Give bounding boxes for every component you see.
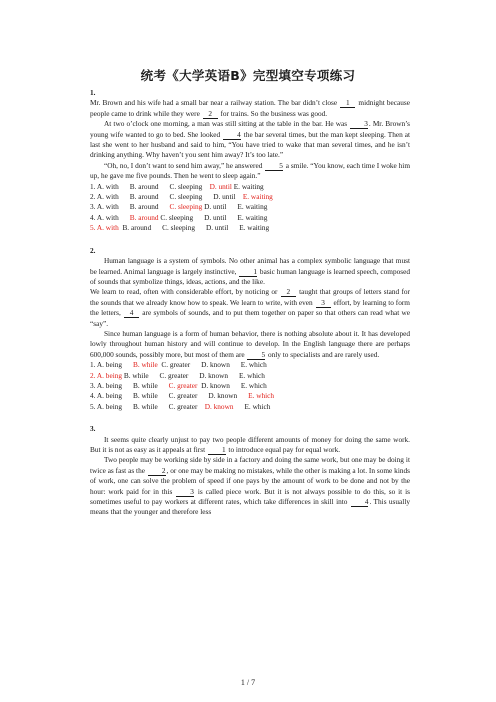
answer-blank: 3 xyxy=(316,299,331,308)
page-number: 1 / 7 xyxy=(240,678,256,687)
passage-number: 2. xyxy=(90,245,96,255)
option-row: 2. A. being B. while C. greater D. known E. which xyxy=(90,370,265,380)
option-row: 5. A. with B. around C. sleeping D. until E. waiting xyxy=(90,223,270,233)
option-row: 4. A. being B. while C. greater D. known E. which xyxy=(90,391,275,401)
passage-paragraph: Human language is a system of symbols. No other animal has a complex symbolic language that must be learned. Animal language is largely instinctive, 1 basic human language is learned speech, composed of sounds that symbolize things, ideas, actions, and the like. xyxy=(90,256,410,286)
answer-blank: 3 xyxy=(350,120,368,129)
option-row: 1. A. with B. around C. sleeping D. until E. waiting xyxy=(90,181,264,191)
passage-paragraph: At two o’clock one morning, a man was still sitting at the table in the bar. He was 3. Mr. Brown’s young wife wanted to go to bed. She looked 4 the bar several times, but the man kept sleeping. Then at last she went to her husband and said to him, “You have tried to wake that man several times, and he isn’t drinking anything. Why haven’t you sent him away? It’s too late.” xyxy=(90,119,411,160)
answer-blank: 4 xyxy=(124,309,139,318)
passage-paragraph: It seems quite clearly unjust to pay two people different amounts of money for doing the same work. But it is not as easy as it appeals at first 1 to introduce equal pay for equal work. xyxy=(90,434,410,454)
answer-blank: 3 xyxy=(176,488,194,497)
correct-answer: E. waiting xyxy=(242,192,273,202)
answer-blank: 4 xyxy=(223,131,241,140)
answer-blank: 4 xyxy=(351,498,369,507)
correct-answer: E. which xyxy=(248,391,275,401)
answer-blank: 5 xyxy=(247,351,265,360)
document-body xyxy=(90,86,410,518)
correct-answer: 2. A. being xyxy=(90,370,123,380)
passage-paragraph: We learn to read, often with considerable effort, by noticing or 2 taught that groups of letters stand for the sounds that we already know how to speak. We learn to write, with even 3 effort, by learning to form the letters, 4 are symbols of sounds, and to put them together on paper so that others can read what we “say”. xyxy=(90,287,411,328)
passage-paragraph: “Oh, no, I don’t want to send him away,” he answered 5 a smile. “You know, each time I woke him up, he gave me five pounds. Then he went to sleep again.” xyxy=(90,160,410,181)
correct-answer: B. while xyxy=(132,360,158,370)
answer-blank: 2 xyxy=(203,110,218,119)
answer-blank: 1 xyxy=(208,446,226,455)
passage-paragraph: Two people may be working side by side in a factory and doing the same work, but one may be doing it twice as fast as the 2, or one may be making no mistakes, while the other is making a lot. In some kinds of work, one can solve the problem of speed if one pays by the amount of work to be done and not by the hour: work paid for in this 3 is called piece work. But it is not always possible to do this, so it is sometimes useful to pay workers at different rates, which take differences in skill into 4. This usually means that the younger and therefore less xyxy=(90,455,410,517)
correct-answer: C. greater xyxy=(168,380,198,390)
correct-answer: C. sleeping xyxy=(169,202,203,212)
option-row: 1. A. being B. while C. greater D. known E. which xyxy=(90,360,267,370)
answer-blank: 1 xyxy=(340,99,355,108)
passage-number: 1. xyxy=(90,88,96,97)
option-row: 2. A. with B. around C. sleeping D. until E. waiting xyxy=(90,192,273,202)
document-title: 统考《大学英语B》完型填空专项练习 xyxy=(140,68,356,83)
answer-blank: 5 xyxy=(265,162,283,171)
answer-blank: 2 xyxy=(148,467,166,476)
correct-answer: B. around xyxy=(129,212,159,222)
correct-answer: D. until xyxy=(209,181,232,191)
option-row: 3. A. with B. around C. sleeping D. until E. waiting xyxy=(90,202,268,212)
option-row: 3. A. being B. while C. greater D. known E. which xyxy=(90,380,267,390)
passage-paragraph: Mr. Brown and his wife had a small bar near a railway station. The bar didn’t close 1 midnight because people came to drink while they were 2 for trains. So the business was good. xyxy=(90,98,410,118)
correct-answer: D. known xyxy=(204,401,234,411)
passage-number: 3. xyxy=(90,424,96,434)
option-row: 4. A. with B. around C. sleeping D. until E. waiting xyxy=(90,212,268,222)
answer-blank: 1 xyxy=(239,268,257,277)
option-row: 5. A. being B. while C. greater D. known E. which xyxy=(90,401,271,411)
passage-paragraph: Since human language is a form of human behavior, there is nothing absolute about it. It has developed lowly throughout human history and will continue to develop. In the English language there are perhaps 600,000 sounds, possibly more, but most of them are 5 only to specialists and are rarely used. xyxy=(90,328,410,359)
section-gap xyxy=(90,234,410,244)
correct-answer: 5. A. with xyxy=(90,223,119,233)
section-gap xyxy=(90,412,410,422)
answer-blank: 2 xyxy=(281,288,296,297)
